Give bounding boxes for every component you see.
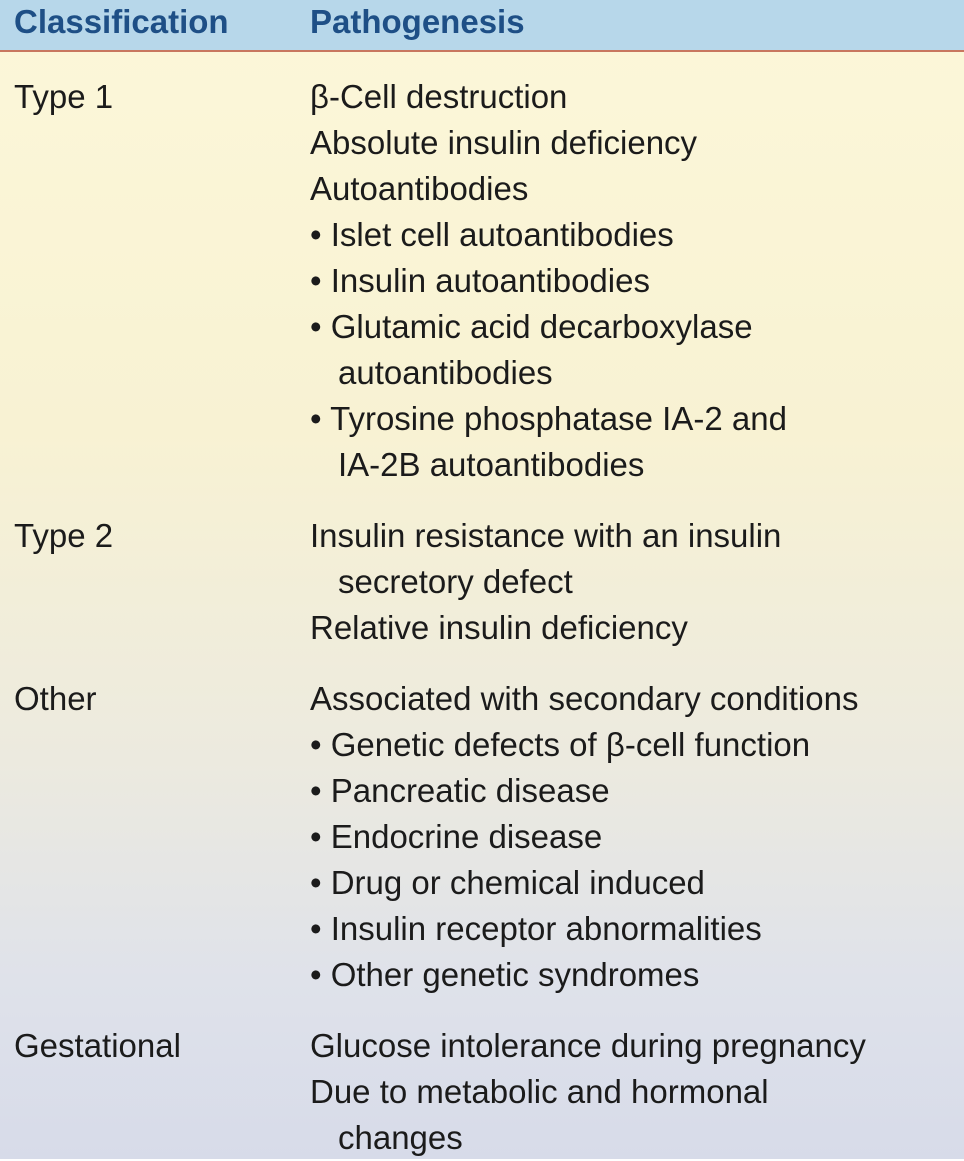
table-body: [0, 74, 964, 1161]
classification-cell: Other: [14, 680, 97, 717]
bullet-item-continuation: autoantibodies: [338, 354, 553, 391]
pathogenesis-line-continuation: changes: [338, 1119, 463, 1156]
bullet-item: • Genetic defects of β-cell function: [310, 726, 811, 763]
pathogenesis-line-continuation: secretory defect: [338, 563, 573, 600]
bullet-item: • Islet cell autoantibodies: [310, 216, 674, 253]
bullet-item: • Endocrine disease: [310, 818, 603, 855]
bullet-item: • Tyrosine phosphatase IA-2 and: [310, 400, 787, 437]
table-row-type-1: [0, 74, 964, 488]
table-row-type-2: [0, 513, 964, 651]
pathogenesis-line: Absolute insulin deficiency: [310, 124, 698, 161]
header-pathogenesis: Pathogenesis: [310, 3, 525, 40]
classification-cell: Type 2: [14, 517, 114, 554]
table-header: [0, 0, 964, 52]
bullet-item: • Insulin receptor abnormalities: [310, 910, 762, 947]
header-classification: Classification: [14, 3, 229, 40]
bullet-item-continuation: IA-2B autoantibodies: [338, 446, 645, 483]
pathogenesis-cell: [310, 1023, 960, 1161]
pathogenesis-line: Insulin resistance with an insulin: [310, 517, 782, 554]
classification-cell: Gestational: [14, 1027, 181, 1064]
pathogenesis-line: Relative insulin deficiency: [310, 609, 688, 646]
pathogenesis-line: Associated with secondary conditions: [310, 680, 859, 717]
pathogenesis-line: β-Cell destruction: [310, 78, 568, 115]
pathogenesis-cell: [310, 513, 960, 651]
classification-cell: Type 1: [14, 78, 114, 115]
table-row-gestational: [0, 1023, 964, 1161]
bullet-item: • Glutamic acid decarboxylase: [310, 308, 753, 345]
pathogenesis-line: Autoantibodies: [310, 170, 529, 207]
bullet-item: • Pancreatic disease: [310, 772, 610, 809]
bullet-item: • Other genetic syndromes: [310, 956, 700, 993]
pathogenesis-line: Due to metabolic and hormonal: [310, 1073, 769, 1110]
bullet-item: • Drug or chemical induced: [310, 864, 705, 901]
pathogenesis-cell: [310, 676, 960, 998]
pathogenesis-line: Glucose intolerance during pregnancy: [310, 1027, 866, 1064]
bullet-item: • Insulin autoantibodies: [310, 262, 650, 299]
pathogenesis-cell: [310, 74, 960, 488]
table-row-other: [0, 676, 964, 998]
